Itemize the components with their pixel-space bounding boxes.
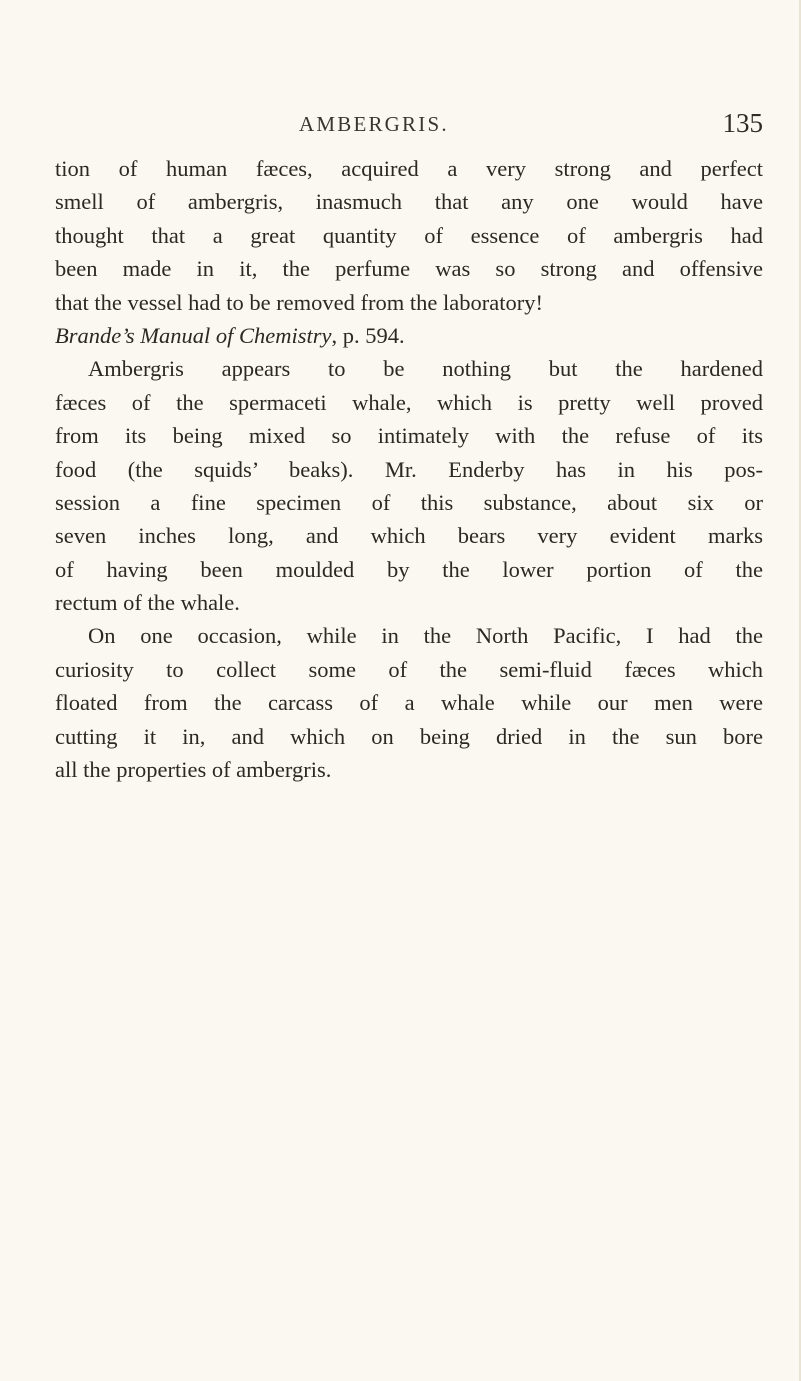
page-number: 135: [722, 108, 763, 138]
citation-title: Brande’s Manual of Chemistry: [55, 322, 332, 348]
text-line: On one occasion, while in the North Pacific, I had the: [88, 623, 763, 649]
text-line: cutting it in, and which on being dried in the sun bore: [55, 723, 763, 749]
text-line: floated from the carcass of a whale while our men were: [55, 690, 763, 716]
text-line: session a fine specimen of this substance, about six or: [55, 489, 763, 515]
text-line: rectum of the whale.: [55, 590, 240, 616]
citation-page: , p. 594.: [331, 322, 405, 348]
text-line: from its being mixed so intimately with the refuse of its: [55, 423, 763, 449]
text-line: tion of human fæces, acquired a very strong and perfect: [55, 156, 763, 181]
citation-line: [55, 319, 763, 352]
body-text: [55, 152, 763, 786]
text-line: curiosity to collect some of the semi-fluid fæces which: [55, 656, 763, 682]
running-head: [0, 108, 801, 142]
text-line: of having been moulded by the lower portion of the: [55, 556, 763, 582]
text-line: fæces of the spermaceti whale, which is pretty well proved: [55, 389, 763, 415]
text-line: Ambergris appears to be nothing but the hardened: [88, 356, 763, 382]
text-line: seven inches long, and which bears very evident marks: [55, 523, 763, 549]
text-line: smell of ambergris, inasmuch that any one would have: [55, 189, 763, 215]
text-line: thought that a great quantity of essence of ambergris had: [55, 222, 763, 248]
text-line: food (the squids’ beaks). Mr. Enderby has in his pos-: [55, 456, 763, 482]
text-line: been made in it, the perfume was so strong and offensive: [55, 256, 763, 282]
running-title: AMBERGRIS.: [299, 112, 449, 136]
text-line: all the properties of ambergris.: [55, 757, 332, 783]
text-line: that the vessel had to be removed from the laboratory!: [55, 289, 543, 315]
